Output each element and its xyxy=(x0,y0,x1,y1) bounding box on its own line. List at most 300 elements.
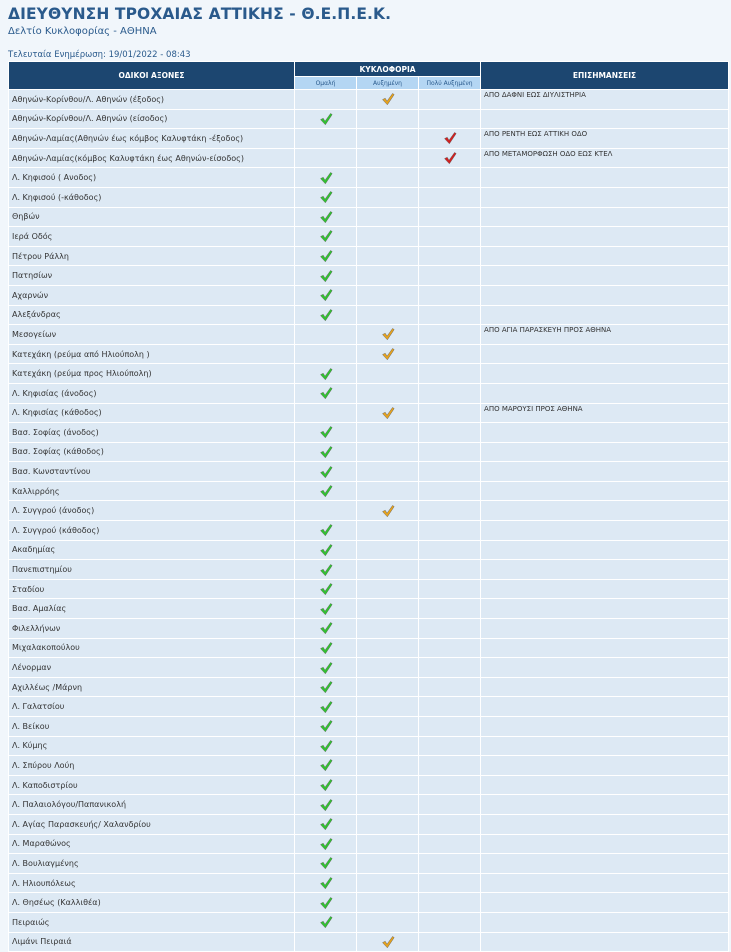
table-row xyxy=(9,481,729,501)
table-row xyxy=(9,756,729,776)
header-roads: ΟΔΙΚΟΙ ΑΞΟΝΕΣ xyxy=(9,62,295,90)
traffic-cell-very-increased xyxy=(419,364,481,384)
note-cell xyxy=(481,481,729,501)
road-name: Αθηνών-Κορίνθου/Λ. Αθηνών (είσοδος) xyxy=(9,109,295,129)
traffic-cell-increased xyxy=(357,756,419,776)
table-row xyxy=(9,442,729,462)
check-mark-icon xyxy=(319,210,333,224)
road-name: Λ. Μαραθώνος xyxy=(9,834,295,854)
note-cell xyxy=(481,599,729,619)
check-mark-icon xyxy=(319,837,333,851)
table-row xyxy=(9,677,729,697)
check-mark-icon xyxy=(319,249,333,263)
note-cell xyxy=(481,756,729,776)
traffic-cell-normal xyxy=(295,109,357,129)
traffic-cell-increased xyxy=(357,579,419,599)
traffic-cell-increased xyxy=(357,540,419,560)
check-mark-icon xyxy=(319,856,333,870)
traffic-cell-very-increased xyxy=(419,383,481,403)
note-cell xyxy=(481,814,729,834)
check-mark-icon xyxy=(319,523,333,537)
check-mark-icon xyxy=(319,915,333,929)
check-mark-icon xyxy=(319,445,333,459)
note-cell xyxy=(481,893,729,913)
note-cell xyxy=(481,717,729,737)
table-row xyxy=(9,325,729,345)
note-cell: ΑΠΟ ΜΕΤΑΜΟΡΦΩΣΗ ΟΔΟ ΕΩΣ ΚΤΕΛ xyxy=(481,148,729,168)
road-name: Λένορμαν xyxy=(9,658,295,678)
road-name: Αλεξάνδρας xyxy=(9,305,295,325)
traffic-cell-normal xyxy=(295,207,357,227)
traffic-cell-very-increased xyxy=(419,658,481,678)
traffic-cell-normal xyxy=(295,756,357,776)
road-name: Αχιλλέως /Μάρνη xyxy=(9,677,295,697)
table-row xyxy=(9,560,729,580)
check-mark-icon xyxy=(319,661,333,675)
page-title: ΔΙΕΥΘΥΝΣΗ ΤΡΟΧΑΙΑΣ ΑΤΤΙΚΗΣ - Θ.Ε.Π.Ε.Κ. xyxy=(8,5,392,23)
traffic-cell-normal xyxy=(295,599,357,619)
check-mark-icon xyxy=(319,269,333,283)
traffic-cell-normal xyxy=(295,90,357,110)
traffic-cell-normal xyxy=(295,305,357,325)
traffic-cell-very-increased xyxy=(419,227,481,247)
traffic-cell-very-increased xyxy=(419,168,481,188)
check-mark-icon xyxy=(319,308,333,322)
traffic-cell-normal xyxy=(295,501,357,521)
traffic-cell-normal xyxy=(295,854,357,874)
note-cell xyxy=(481,462,729,482)
traffic-cell-increased xyxy=(357,619,419,639)
header-notes: ΕΠΙΣΗΜΑΝΣΕΙΣ xyxy=(481,62,729,90)
road-name: Πανεπιστημίου xyxy=(9,560,295,580)
table-row xyxy=(9,187,729,207)
road-name: Βασ. Αμαλίας xyxy=(9,599,295,619)
table-row xyxy=(9,383,729,403)
note-cell xyxy=(481,677,729,697)
traffic-cell-increased xyxy=(357,227,419,247)
note-cell xyxy=(481,658,729,678)
traffic-cell-normal xyxy=(295,912,357,932)
check-mark-icon xyxy=(319,288,333,302)
table-row xyxy=(9,638,729,658)
traffic-cell-very-increased xyxy=(419,129,481,149)
traffic-cell-increased xyxy=(357,344,419,364)
traffic-cell-normal xyxy=(295,325,357,345)
traffic-cell-very-increased xyxy=(419,814,481,834)
table-row xyxy=(9,168,729,188)
table-row xyxy=(9,697,729,717)
traffic-cell-increased xyxy=(357,775,419,795)
traffic-cell-increased xyxy=(357,364,419,384)
table-row xyxy=(9,364,729,384)
traffic-cell-increased xyxy=(357,325,419,345)
check-mark-icon xyxy=(319,367,333,381)
check-mark-icon xyxy=(319,543,333,557)
table-row xyxy=(9,834,729,854)
traffic-cell-very-increased xyxy=(419,305,481,325)
traffic-cell-normal xyxy=(295,619,357,639)
traffic-cell-increased xyxy=(357,677,419,697)
note-cell xyxy=(481,775,729,795)
table-row xyxy=(9,932,729,952)
note-cell: ΑΠΟ ΑΓΙΑ ΠΑΡΑΣΚΕΥΗ ΠΡΟΣ ΑΘΗΝΑ xyxy=(481,325,729,345)
table-row xyxy=(9,795,729,815)
traffic-cell-increased xyxy=(357,403,419,423)
road-name: Λ. Κηφισού ( Ανοδος) xyxy=(9,168,295,188)
table-row xyxy=(9,912,729,932)
traffic-cell-very-increased xyxy=(419,619,481,639)
traffic-cell-normal xyxy=(295,285,357,305)
traffic-cell-increased xyxy=(357,814,419,834)
traffic-cell-very-increased xyxy=(419,325,481,345)
traffic-cell-very-increased xyxy=(419,187,481,207)
traffic-cell-very-increased xyxy=(419,756,481,776)
table-row xyxy=(9,893,729,913)
road-name: Κατεχάκη (ρεύμα από Ηλιούπολη ) xyxy=(9,344,295,364)
table-row xyxy=(9,148,729,168)
check-mark-icon xyxy=(319,425,333,439)
traffic-cell-increased xyxy=(357,187,419,207)
note-cell xyxy=(481,795,729,815)
road-name: Μιχαλακοπούλου xyxy=(9,638,295,658)
traffic-cell-normal xyxy=(295,344,357,364)
road-name: Λιμάνι Πειραιά xyxy=(9,932,295,952)
note-cell xyxy=(481,854,729,874)
traffic-cell-normal xyxy=(295,717,357,737)
traffic-cell-normal xyxy=(295,364,357,384)
road-name: Λ. Βείκου xyxy=(9,717,295,737)
traffic-cell-normal xyxy=(295,893,357,913)
note-cell xyxy=(481,873,729,893)
note-cell xyxy=(481,266,729,286)
header-level-very-increased: Πολύ Αυξημένη xyxy=(419,77,481,90)
note-cell xyxy=(481,834,729,854)
check-mark-icon xyxy=(319,700,333,714)
traffic-cell-very-increased xyxy=(419,266,481,286)
traffic-cell-normal xyxy=(295,187,357,207)
road-name: Αθηνών-Λαμίας(Αθηνών έως κόμβος Καλυφτάκη -έξοδος) xyxy=(9,129,295,149)
traffic-cell-normal xyxy=(295,168,357,188)
traffic-cell-normal xyxy=(295,129,357,149)
traffic-cell-increased xyxy=(357,932,419,952)
header-traffic: ΚΥΚΛΟΦΟΡΙΑ xyxy=(295,62,481,77)
road-name: Λ. Συγγρού (κάθοδος) xyxy=(9,521,295,541)
table-row xyxy=(9,285,729,305)
traffic-cell-normal xyxy=(295,795,357,815)
table-row xyxy=(9,305,729,325)
traffic-cell-very-increased xyxy=(419,344,481,364)
traffic-cell-increased xyxy=(357,168,419,188)
note-cell xyxy=(481,697,729,717)
note-cell xyxy=(481,168,729,188)
road-name: Λ. Σπύρου Λούη xyxy=(9,756,295,776)
check-mark-icon xyxy=(319,563,333,577)
traffic-cell-increased xyxy=(357,90,419,110)
traffic-cell-normal xyxy=(295,814,357,834)
note-cell xyxy=(481,579,729,599)
check-mark-icon xyxy=(319,896,333,910)
road-name: Φιλελλήνων xyxy=(9,619,295,639)
note-cell xyxy=(481,344,729,364)
traffic-cell-increased xyxy=(357,795,419,815)
traffic-cell-increased xyxy=(357,834,419,854)
note-cell xyxy=(481,227,729,247)
road-name: Λ. Ηλιουπόλεως xyxy=(9,873,295,893)
table-row xyxy=(9,814,729,834)
check-mark-icon xyxy=(319,758,333,772)
traffic-cell-increased xyxy=(357,148,419,168)
road-name: Λ. Κηφισού (-κάθοδος) xyxy=(9,187,295,207)
road-name: Λ. Κηφισίας (κάθοδος) xyxy=(9,403,295,423)
check-mark-icon xyxy=(319,680,333,694)
traffic-cell-very-increased xyxy=(419,148,481,168)
traffic-cell-normal xyxy=(295,638,357,658)
table-row xyxy=(9,854,729,874)
table-row xyxy=(9,736,729,756)
road-name: Αθηνών-Κορίνθου/Λ. Αθηνών (έξοδος) xyxy=(9,90,295,110)
traffic-cell-normal xyxy=(295,442,357,462)
note-cell xyxy=(481,246,729,266)
traffic-cell-increased xyxy=(357,854,419,874)
traffic-cell-increased xyxy=(357,893,419,913)
check-mark-icon xyxy=(319,582,333,596)
traffic-cell-normal xyxy=(295,775,357,795)
last-update-label: Τελευταία Ενημέρωση: 19/01/2022 - 08:43 xyxy=(8,50,191,60)
table-row xyxy=(9,90,729,110)
table-row xyxy=(9,129,729,149)
traffic-cell-very-increased xyxy=(419,717,481,737)
note-cell xyxy=(481,560,729,580)
road-name: Λ. Παλαιολόγου/Παπανικολή xyxy=(9,795,295,815)
note-cell xyxy=(481,912,729,932)
traffic-cell-very-increased xyxy=(419,912,481,932)
check-mark-icon xyxy=(381,935,395,949)
note-cell xyxy=(481,501,729,521)
table-row xyxy=(9,462,729,482)
road-name: Καλλιρρόης xyxy=(9,481,295,501)
note-cell xyxy=(481,619,729,639)
road-name: Λ. Συγγρού (άνοδος) xyxy=(9,501,295,521)
check-mark-icon xyxy=(319,817,333,831)
traffic-cell-very-increased xyxy=(419,246,481,266)
traffic-cell-normal xyxy=(295,462,357,482)
traffic-cell-increased xyxy=(357,383,419,403)
table-row xyxy=(9,246,729,266)
page-subtitle: Δελτίο Κυκλοφορίας - ΑΘΗΝΑ xyxy=(8,26,157,37)
traffic-cell-normal xyxy=(295,521,357,541)
check-mark-icon xyxy=(319,739,333,753)
traffic-cell-very-increased xyxy=(419,854,481,874)
traffic-cell-very-increased xyxy=(419,560,481,580)
traffic-cell-very-increased xyxy=(419,736,481,756)
road-name: Πατησίων xyxy=(9,266,295,286)
table-row xyxy=(9,109,729,129)
traffic-cell-very-increased xyxy=(419,599,481,619)
road-name: Ιερά Οδός xyxy=(9,227,295,247)
traffic-cell-increased xyxy=(357,442,419,462)
road-name: Λ. Κηφισίας (άνοδος) xyxy=(9,383,295,403)
note-cell xyxy=(481,423,729,443)
traffic-cell-increased xyxy=(357,658,419,678)
traffic-cell-normal xyxy=(295,932,357,952)
traffic-cell-very-increased xyxy=(419,207,481,227)
check-mark-icon xyxy=(319,465,333,479)
check-mark-icon xyxy=(319,484,333,498)
traffic-cell-increased xyxy=(357,207,419,227)
traffic-cell-very-increased xyxy=(419,932,481,952)
road-name: Λ. Γαλατσίου xyxy=(9,697,295,717)
traffic-cell-very-increased xyxy=(419,834,481,854)
road-name: Θηβών xyxy=(9,207,295,227)
traffic-cell-increased xyxy=(357,638,419,658)
traffic-cell-very-increased xyxy=(419,109,481,129)
table-row xyxy=(9,540,729,560)
note-cell xyxy=(481,383,729,403)
check-mark-icon xyxy=(319,386,333,400)
table-row xyxy=(9,403,729,423)
table-row xyxy=(9,501,729,521)
traffic-cell-normal xyxy=(295,579,357,599)
traffic-cell-very-increased xyxy=(419,285,481,305)
note-cell xyxy=(481,285,729,305)
check-mark-icon xyxy=(319,778,333,792)
note-cell: ΑΠΟ ΡΕΝΤΗ ΕΩΣ ΑΤΤΙΚΗ ΟΔΟ xyxy=(481,129,729,149)
road-name: Λ. Καποδιστρίου xyxy=(9,775,295,795)
check-mark-icon xyxy=(381,92,395,106)
traffic-cell-very-increased xyxy=(419,90,481,110)
road-name: Λ. Βουλιαγμένης xyxy=(9,854,295,874)
road-name: Λ. Θησέως (Καλλιθέα) xyxy=(9,893,295,913)
road-name: Λ. Κύμης xyxy=(9,736,295,756)
traffic-cell-normal xyxy=(295,227,357,247)
note-cell xyxy=(481,638,729,658)
road-name: Σταδίου xyxy=(9,579,295,599)
road-name: Μεσογείων xyxy=(9,325,295,345)
traffic-cell-increased xyxy=(357,109,419,129)
traffic-cell-increased xyxy=(357,599,419,619)
note-cell xyxy=(481,364,729,384)
check-mark-icon xyxy=(319,798,333,812)
road-name: Λ. Αγίας Παρασκευής/ Χαλανδρίου xyxy=(9,814,295,834)
traffic-cell-increased xyxy=(357,736,419,756)
traffic-cell-increased xyxy=(357,697,419,717)
traffic-cell-increased xyxy=(357,501,419,521)
traffic-cell-normal xyxy=(295,834,357,854)
check-mark-icon xyxy=(319,876,333,890)
traffic-cell-very-increased xyxy=(419,481,481,501)
note-cell xyxy=(481,932,729,952)
check-mark-icon xyxy=(381,327,395,341)
traffic-cell-increased xyxy=(357,873,419,893)
note-cell xyxy=(481,207,729,227)
note-cell xyxy=(481,109,729,129)
traffic-cell-normal xyxy=(295,560,357,580)
check-mark-icon xyxy=(319,602,333,616)
traffic-cell-very-increased xyxy=(419,579,481,599)
check-mark-icon xyxy=(319,621,333,635)
traffic-cell-normal xyxy=(295,423,357,443)
traffic-cell-normal xyxy=(295,246,357,266)
check-mark-icon xyxy=(381,406,395,420)
traffic-cell-increased xyxy=(357,266,419,286)
check-mark-icon xyxy=(443,131,457,145)
note-cell xyxy=(481,540,729,560)
traffic-cell-very-increased xyxy=(419,442,481,462)
traffic-cell-very-increased xyxy=(419,423,481,443)
traffic-cell-normal xyxy=(295,383,357,403)
traffic-cell-increased xyxy=(357,246,419,266)
check-mark-icon xyxy=(381,504,395,518)
traffic-cell-normal xyxy=(295,481,357,501)
road-name: Πέτρου Ράλλη xyxy=(9,246,295,266)
traffic-cell-very-increased xyxy=(419,775,481,795)
road-name: Αθηνών-Λαμίας(κόμβος Καλυφτάκη έως Αθηνών-είσοδος) xyxy=(9,148,295,168)
check-mark-icon xyxy=(319,190,333,204)
traffic-cell-normal xyxy=(295,736,357,756)
traffic-cell-increased xyxy=(357,717,419,737)
traffic-cell-increased xyxy=(357,560,419,580)
traffic-cell-increased xyxy=(357,481,419,501)
traffic-cell-normal xyxy=(295,658,357,678)
table-row xyxy=(9,521,729,541)
table-row xyxy=(9,599,729,619)
road-name: Βασ. Σοφίας (κάθοδος) xyxy=(9,442,295,462)
table-row xyxy=(9,579,729,599)
traffic-cell-increased xyxy=(357,129,419,149)
traffic-cell-increased xyxy=(357,462,419,482)
traffic-cell-normal xyxy=(295,148,357,168)
traffic-cell-normal xyxy=(295,697,357,717)
table-row xyxy=(9,266,729,286)
road-name: Αχαρνών xyxy=(9,285,295,305)
road-name: Κατεχάκη (ρεύμα προς Ηλιούπολη) xyxy=(9,364,295,384)
traffic-cell-very-increased xyxy=(419,403,481,423)
traffic-cell-increased xyxy=(357,521,419,541)
traffic-cell-normal xyxy=(295,403,357,423)
check-mark-icon xyxy=(319,171,333,185)
traffic-cell-increased xyxy=(357,912,419,932)
traffic-cell-very-increased xyxy=(419,873,481,893)
check-mark-icon xyxy=(319,641,333,655)
table-row xyxy=(9,227,729,247)
traffic-cell-increased xyxy=(357,305,419,325)
traffic-cell-very-increased xyxy=(419,677,481,697)
note-cell xyxy=(481,187,729,207)
header-level-normal: Ομαλή xyxy=(295,77,357,90)
note-cell: ΑΠΟ ΜΑΡΟΥΣΙ ΠΡΟΣ ΑΘΗΝΑ xyxy=(481,403,729,423)
road-name: Βασ. Κωνσταντίνου xyxy=(9,462,295,482)
traffic-cell-very-increased xyxy=(419,893,481,913)
table-row xyxy=(9,207,729,227)
traffic-cell-normal xyxy=(295,266,357,286)
traffic-cell-very-increased xyxy=(419,501,481,521)
traffic-cell-normal xyxy=(295,873,357,893)
traffic-cell-normal xyxy=(295,540,357,560)
header-level-increased: Αυξημένη xyxy=(357,77,419,90)
note-cell xyxy=(481,442,729,462)
road-name: Ακαδημίας xyxy=(9,540,295,560)
note-cell xyxy=(481,305,729,325)
traffic-cell-increased xyxy=(357,285,419,305)
traffic-cell-very-increased xyxy=(419,638,481,658)
check-mark-icon xyxy=(319,229,333,243)
road-name: Πειραιώς xyxy=(9,912,295,932)
road-name: Βασ. Σοφίας (άνοδος) xyxy=(9,423,295,443)
traffic-cell-very-increased xyxy=(419,462,481,482)
traffic-cell-very-increased xyxy=(419,697,481,717)
traffic-cell-increased xyxy=(357,423,419,443)
traffic-cell-very-increased xyxy=(419,795,481,815)
